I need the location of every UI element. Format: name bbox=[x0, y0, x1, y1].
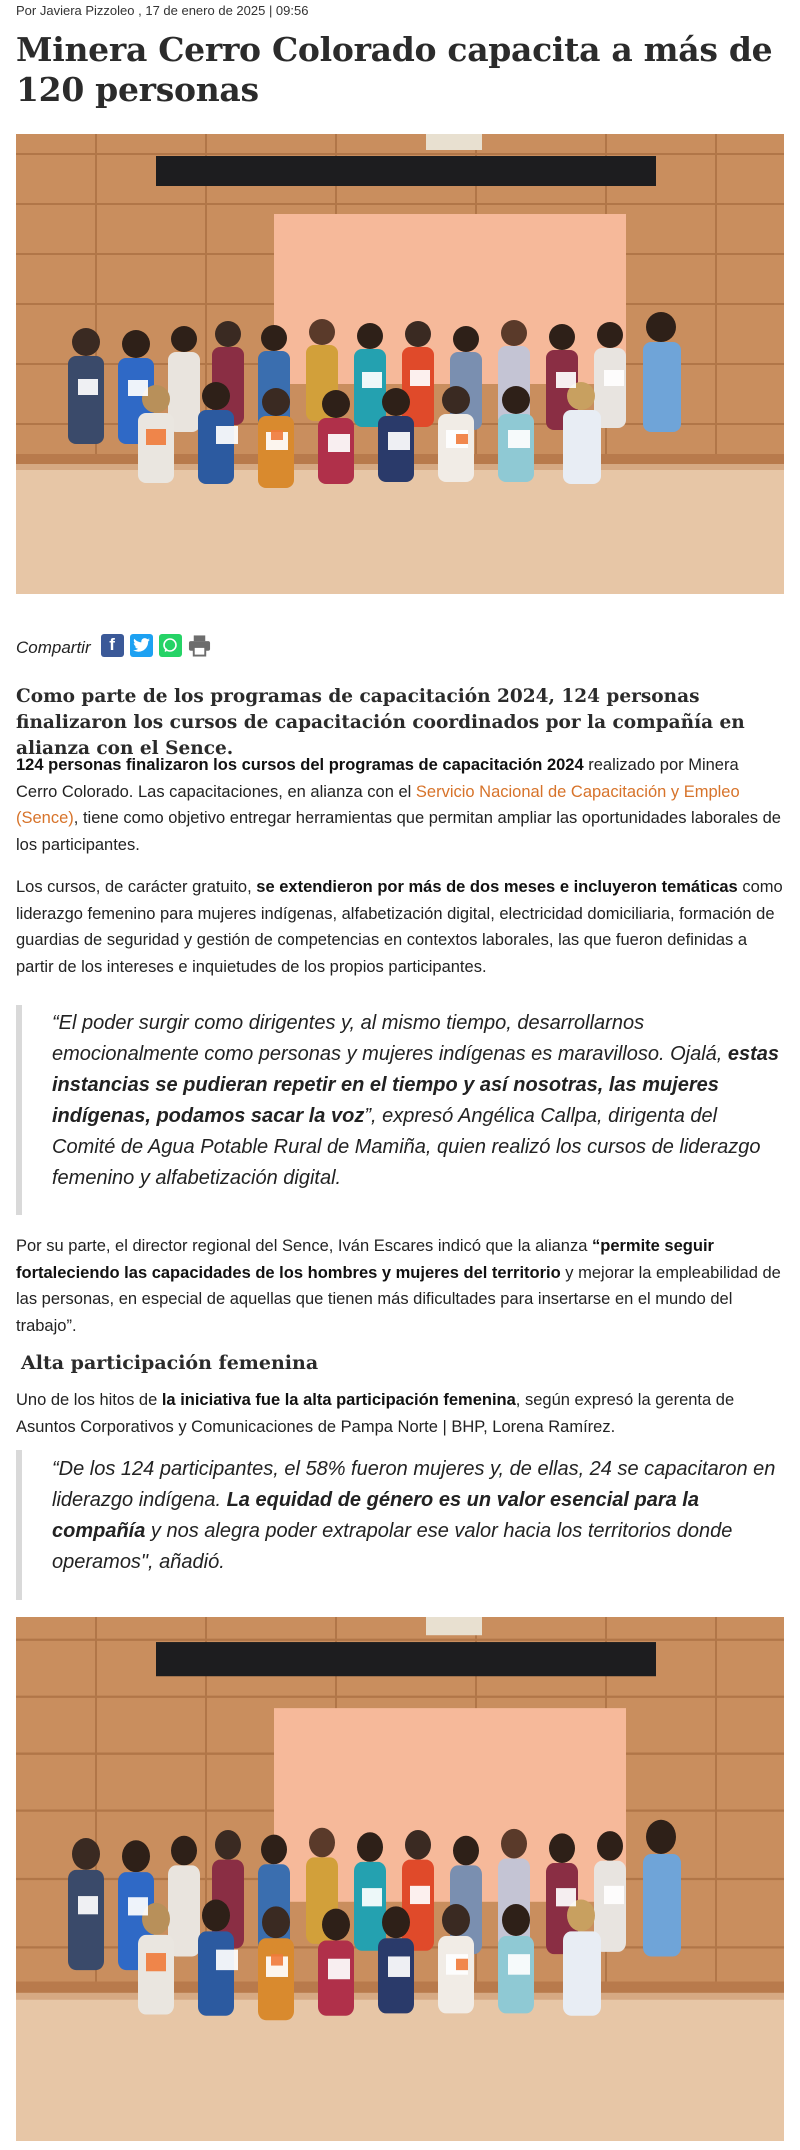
twitter-icon[interactable] bbox=[130, 634, 153, 657]
article-byline: Por Javiera Pizzoleo , 17 de enero de 2025 | 09:56 bbox=[16, 3, 309, 18]
paragraph-2-bold: se extendieron por más de dos meses e incluyeron temáticas bbox=[256, 878, 738, 896]
paragraph-1-text-a: realizado por Minera Cerro Colorado. Las capacitaciones, en alianza con el bbox=[16, 756, 739, 801]
paragraph-4-text-a: Uno de los hitos de bbox=[16, 1391, 162, 1409]
whatsapp-icon[interactable] bbox=[159, 634, 182, 657]
article-lead: Como parte de los programas de capacitación 2024, 124 personas finalizaron los cursos de capacitación coordinados por la compañía en alianza con el Sence. bbox=[16, 686, 745, 759]
article-photo-secondary[interactable] bbox=[16, 1617, 784, 2141]
paragraph-1 bbox=[16, 752, 784, 858]
paragraph-1-text-b: , tiene como objetivo entregar herramientas que permitan ampliar las oportunidades laborales de los participantes. bbox=[16, 809, 781, 854]
paragraph-4-bold: la iniciativa fue la alta participación femenina bbox=[161, 1391, 516, 1409]
paragraph-4 bbox=[16, 1387, 784, 1440]
paragraph-3-text-b: y mejorar la empleabilidad de las personas, en especial de aquellas que tienen más dificultades para insertarse en el mundo del trabajo”. bbox=[16, 1263, 781, 1335]
article bbox=[16, 0, 784, 1573]
group-photo-image-2 bbox=[16, 1617, 784, 2141]
quote-angelica-callpa bbox=[16, 1005, 784, 1215]
print-icon[interactable] bbox=[188, 634, 211, 657]
quote-2-text-b: y nos alegra poder extrapolar ese valor hacia los territorios donde operamos", añadió. bbox=[52, 1520, 733, 1573]
quote-1-bold: estas instancias se pudieran repetir en el tiempo y así nosotras, las mujeres indígenas, podamos sacar la voz bbox=[52, 1043, 780, 1127]
paragraph-2-text-a: Los cursos, de carácter gratuito, bbox=[16, 878, 257, 896]
quote-1-text-b: ”, expresó Angélica Callpa, dirigenta del Comité de Agua Potable Rural de Mamiña, quien realizó los cursos de liderazgo femenino y alfabetización digital. bbox=[52, 1105, 761, 1189]
paragraph-3-text-a: Por su parte, el director regional del Sence, Iván Escares indicó que la alianza bbox=[16, 1237, 592, 1255]
paragraph-2-text-b: como liderazgo femenino para mujeres indígenas, alfabetización digital, electricidad domiciliaria, formación de guardias de seguridad y gestión de competencias en contextos laborales, las que fueron definidas a partir de los intereses e inquietudes de los propios participantes. bbox=[16, 878, 783, 976]
paragraph-4-text-b: , según expresó la gerenta de Asuntos Corporativos y Comunicaciones de Pampa Norte | BHP, Lorena Ramírez. bbox=[16, 1391, 735, 1436]
share-bar bbox=[16, 632, 217, 658]
paragraph-3 bbox=[16, 1233, 784, 1339]
quote-2-bold: La equidad de género es un valor esencial para la compañía bbox=[52, 1489, 699, 1542]
article-photo-main[interactable] bbox=[16, 134, 784, 594]
group-photo-image bbox=[16, 134, 784, 594]
share-label: Compartir bbox=[16, 638, 91, 657]
paragraph-1-bold: 124 personas finalizaron los cursos del programas de capacitación 2024 bbox=[16, 756, 584, 774]
paragraph-3-bold: “permite seguir fortaleciendo las capacidades de los hombres y mujeres del territorio bbox=[16, 1237, 714, 1282]
sence-link[interactable]: Servicio Nacional de Capacitación y Empleo (Sence) bbox=[16, 782, 740, 827]
section-subheading: Alta participación femenina bbox=[21, 1352, 319, 1374]
quote-lorena-ramirez bbox=[16, 1450, 784, 1600]
quote-1-text-a: “El poder surgir como dirigentes y, al mismo tiempo, desarrollarnos emocionalmente como personas y mujeres indígenas es maravilloso. Ojalá, bbox=[52, 1012, 728, 1065]
facebook-icon[interactable]: f bbox=[101, 634, 124, 657]
quote-2-text-a: “De los 124 participantes, el 58% fueron mujeres y, de ellas, 24 se capacitaron en liderazgo indígena. bbox=[52, 1458, 776, 1511]
paragraph-2 bbox=[16, 874, 784, 980]
article-title: Minera Cerro Colorado capacita a más de 120 personas bbox=[16, 30, 773, 109]
